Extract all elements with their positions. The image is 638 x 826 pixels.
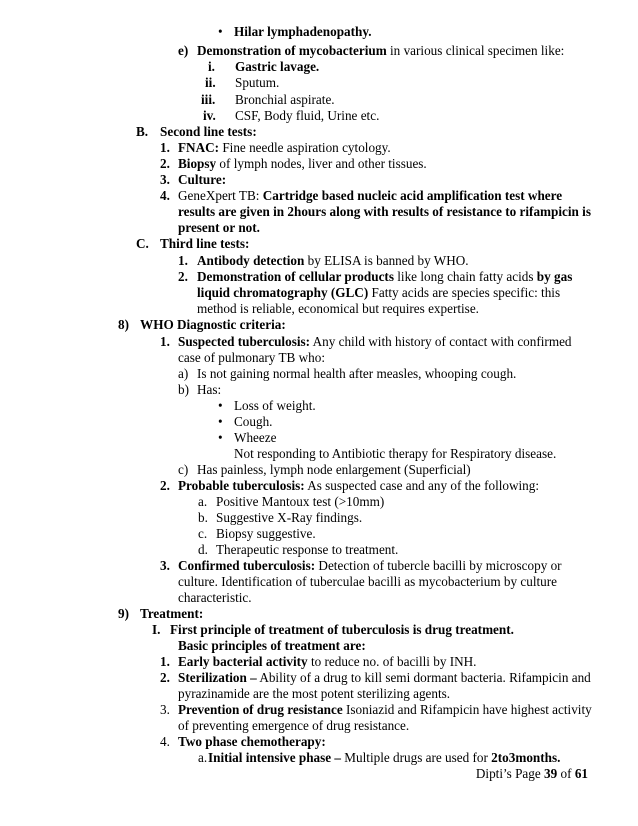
text-line [234, 24, 372, 40]
plain-text: As suspected case and any of the following: [304, 478, 540, 493]
section-heading [160, 124, 257, 140]
plain-text: by ELISA is banned by WHO. [304, 253, 469, 268]
text-line: Sputum. [235, 75, 280, 90]
page-footer [476, 766, 588, 782]
text-line [208, 750, 560, 766]
list-marker: e) [178, 43, 189, 58]
bold-text: by gas [536, 269, 573, 284]
bold-text: Hilar lymphadenopathy. [234, 24, 372, 39]
text-line [178, 220, 260, 236]
list-marker: c. [198, 526, 208, 541]
list-marker: 4. [160, 188, 170, 203]
list-marker: a) [178, 366, 189, 381]
plain-text: to reduce no. of bacilli by INH. [307, 654, 477, 669]
list-marker: i. [208, 59, 215, 74]
text-line [178, 172, 226, 188]
text-line [197, 285, 560, 301]
text-line: culture. Identification of tuberculae bacilli as mycobacterium by culture [178, 574, 557, 589]
bold-text: Second line tests: [160, 124, 257, 139]
page-number: 39 [544, 766, 558, 781]
text-line [178, 734, 326, 750]
list-marker: 1. [178, 253, 188, 268]
plain-text: Multiple drugs are used for [341, 750, 492, 765]
bold-text: Early bacterial activity [178, 654, 308, 669]
section-heading [140, 317, 286, 333]
section-marker: 8) [118, 317, 129, 332]
bold-text: Culture: [178, 172, 227, 187]
bullet-item [218, 24, 223, 40]
list-marker: 2. [160, 478, 170, 493]
list-marker: iii. [201, 92, 216, 107]
plain-text: like long chain fatty acids [393, 269, 537, 284]
text-line: Biopsy suggestive. [216, 526, 316, 541]
bullet-marker: • [218, 24, 223, 39]
bold-text: Suspected tuberculosis: [178, 334, 311, 349]
text-line [178, 140, 391, 156]
plain-text: Ability of a drug to kill semi dormant bacteria. Rifampicin and [256, 670, 591, 685]
bold-text: Two phase chemotherapy: [178, 734, 326, 749]
list-marker: 3. [160, 172, 170, 187]
bold-text: Third line tests: [160, 236, 250, 251]
plain-text: Fatty acids are species specific: this [368, 285, 561, 300]
section-heading [160, 236, 249, 252]
text-line [235, 59, 319, 75]
list-marker: d. [198, 542, 208, 557]
bold-text: Gastric lavage. [235, 59, 320, 74]
text-line: CSF, Body fluid, Urine etc. [235, 108, 380, 123]
list-marker: 2. [160, 156, 170, 171]
text-line: pyrazinamide are the most potent sterilizing agents. [178, 686, 451, 701]
plain-text: Fine needle aspiration cytology. [219, 140, 391, 155]
text-line [178, 156, 427, 172]
text-line: Has painless, lymph node enlargement (Superficial) [197, 462, 471, 477]
text-line [178, 204, 591, 220]
list-marker: 1. [160, 334, 170, 349]
bold-text: FNAC: [178, 140, 220, 155]
text-line: Has: [197, 382, 222, 397]
list-marker: 4. [160, 734, 170, 749]
bold-text: results are given in 2hours along with results of resistance to rifampicin is [178, 204, 591, 219]
page-total: 61 [574, 766, 588, 781]
text-line [178, 702, 592, 718]
text-line: Not responding to Antibiotic therapy for Respiratory disease. [234, 446, 557, 461]
bold-text: Antibody detection [197, 253, 305, 268]
list-marker: b) [178, 382, 189, 397]
text-line [197, 253, 469, 269]
text-line [178, 478, 539, 494]
list-marker: 2. [178, 269, 188, 284]
text-line: Loss of weight. [234, 398, 316, 413]
bold-text: 2to3months. [491, 750, 561, 765]
text-line [178, 558, 562, 574]
bold-text: present or not. [178, 220, 260, 235]
list-marker: 1. [160, 140, 170, 155]
text-line: characteristic. [178, 590, 252, 605]
text-line: Positive Mantoux test (>10mm) [216, 494, 385, 509]
text-line [178, 670, 591, 686]
list-marker: iv. [203, 108, 216, 123]
bold-text: Cartridge based nucleic acid amplification test where [262, 188, 563, 203]
bullet-marker: • [218, 430, 223, 445]
plain-text: Detection of tubercle bacilli by microscopy or [315, 558, 562, 573]
text-line [178, 188, 562, 204]
section-marker: B. [136, 124, 149, 139]
text-line [170, 622, 514, 638]
text-line [178, 638, 366, 654]
text-line: Wheeze [234, 430, 277, 445]
text-line: Therapeutic response to treatment. [216, 542, 399, 557]
text-line [197, 269, 572, 285]
list-marker: a. [198, 494, 208, 509]
text-line: Cough. [234, 414, 273, 429]
list-marker: a. [198, 750, 208, 765]
bold-text: Treatment: [140, 606, 204, 621]
section-marker: 9) [118, 606, 129, 621]
bold-text: First principle of treatment of tuberculosis is drug treatment. [170, 622, 514, 637]
plain-text: Any child with history of contact with confirmed [310, 334, 572, 349]
bold-text: Sterilization – [178, 670, 257, 685]
bold-text: Biopsy [178, 156, 217, 171]
bold-text: Initial intensive phase – [208, 750, 341, 765]
plain-text: in various clinical specimen like: [386, 43, 565, 58]
bold-text: Probable tuberculosis: [178, 478, 305, 493]
section-marker: I. [152, 622, 161, 637]
text-line [178, 654, 476, 670]
bullet-marker: • [218, 414, 223, 429]
text-line: case of pulmonary TB who: [178, 350, 325, 365]
text-line [178, 334, 572, 350]
text-line: Bronchial aspirate. [235, 92, 335, 107]
text-line: Suggestive X-Ray findings. [216, 510, 363, 525]
section-marker: C. [136, 236, 149, 251]
section-heading [140, 606, 203, 622]
text-line [197, 43, 564, 59]
text-line: of preventing emergence of drug resistance. [178, 718, 410, 733]
bullet-marker: • [218, 398, 223, 413]
footer-prefix: Dipti’s Page [475, 766, 545, 781]
text-line: Is not gaining normal health after measles, whooping cough. [197, 366, 517, 381]
list-marker: b. [198, 510, 208, 525]
text-line: method is reliable, economical but requires expertise. [197, 301, 479, 316]
footer-of: of [557, 766, 575, 781]
list-marker: 3. [160, 558, 170, 573]
list-marker: ii. [205, 75, 216, 90]
bold-text: WHO Diagnostic criteria: [140, 317, 286, 332]
list-marker: c) [178, 462, 189, 477]
bold-text: Basic principles of treatment are: [178, 638, 366, 653]
plain-text: of lymph nodes, liver and other tissues. [216, 156, 427, 171]
plain-text: GeneXpert TB: [178, 188, 263, 203]
list-marker: 2. [160, 670, 170, 685]
list-marker: 1. [160, 654, 170, 669]
bold-text: Confirmed tuberculosis: [178, 558, 316, 573]
bold-text: Demonstration of cellular products [197, 269, 394, 284]
bold-text: liquid chromatography (GLC) [197, 285, 369, 300]
plain-text: Isoniazid and Rifampicin have highest activity [342, 702, 592, 717]
bold-text: Demonstration of mycobacterium [197, 43, 387, 58]
list-marker: 3. [160, 702, 170, 717]
bold-text: Prevention of drug resistance [178, 702, 343, 717]
